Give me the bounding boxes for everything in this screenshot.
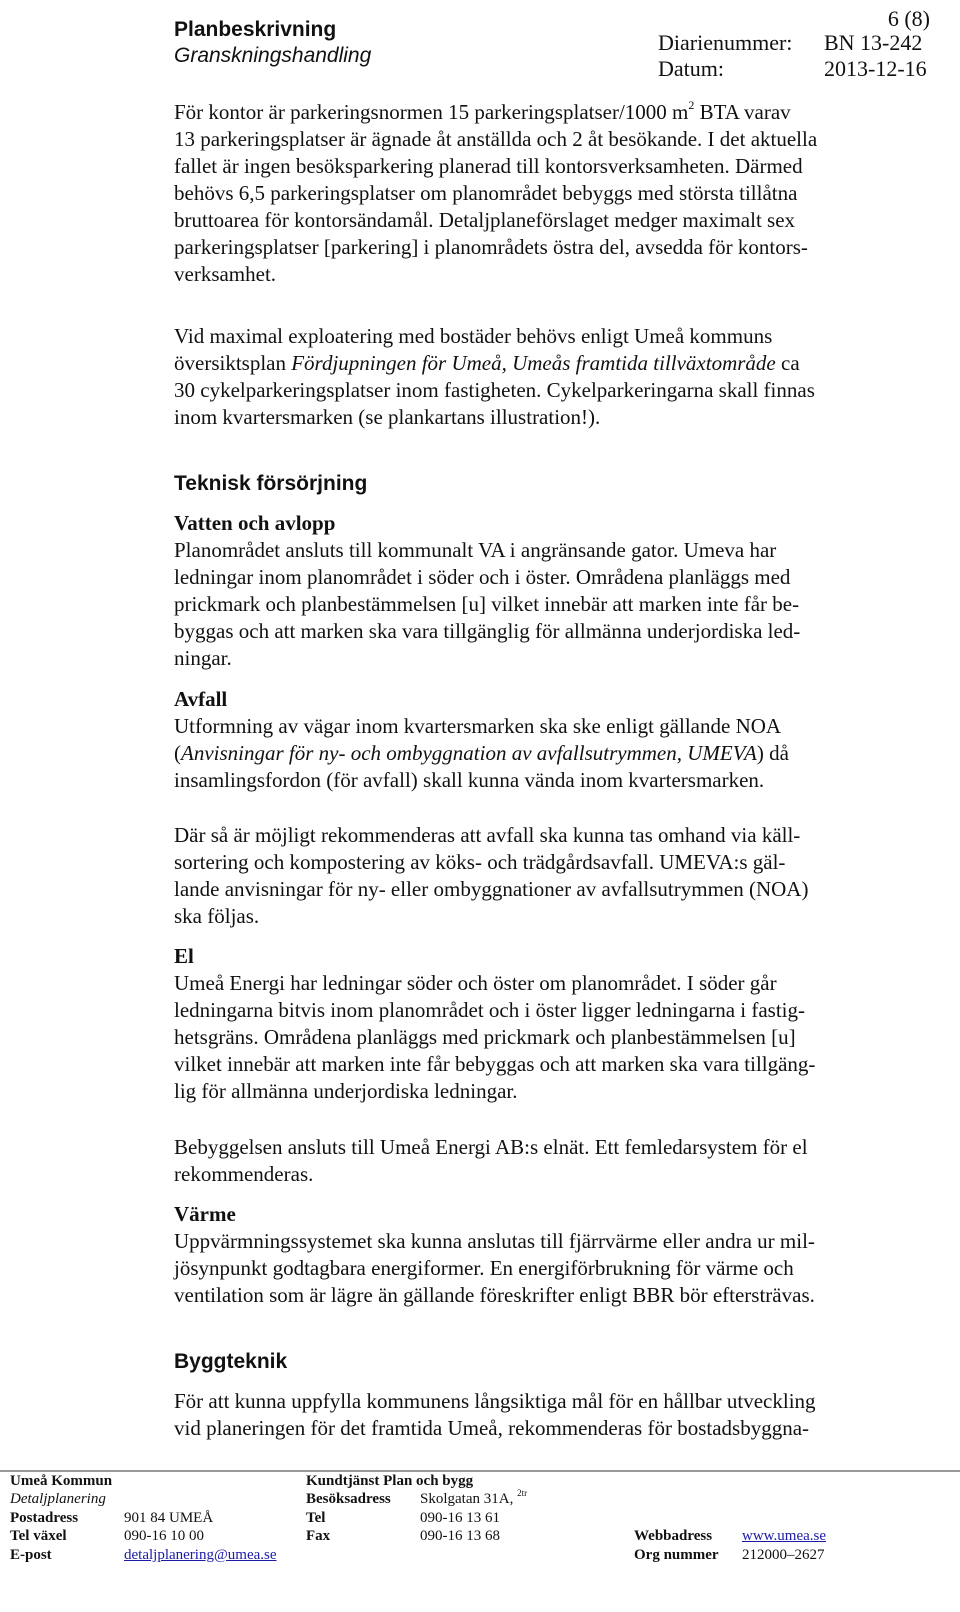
water-section [174, 510, 934, 672]
text-line: 30 cykelparkeringsplatser inom fastigheten. Cykelparkeringarna skall finnas [174, 378, 815, 402]
text-line: lig för allmänna underjordiska ledningar. [174, 1079, 518, 1103]
text-line: Utformning av vägar inom kvartersmarken ska ske enligt gällande NOA [174, 714, 782, 738]
diarie-label: Diarienummer: [658, 30, 793, 55]
text-line: fallet är ingen besöksparkering planerad till kontorsverksamheten. Därmed [174, 154, 803, 178]
text-line: ska följas. [174, 904, 260, 928]
footer-besok-value: Skolgatan 31A, $^{2tr}$ [420, 1488, 528, 1507]
footer-fax-value: 090-16 13 68 [420, 1528, 500, 1544]
text-line: Planområdet ansluts till kommunalt VA i angränsande gator. Umeva har [174, 538, 777, 562]
text-line: vilket innebär att marken inte får bebyggas och att marken ska vara tillgäng- [174, 1052, 816, 1076]
text-line: Vid maximal exploatering med bostäder behövs enligt Umeå kommuns [174, 324, 773, 348]
text-line: rekommenderas. [174, 1162, 314, 1186]
subheading-vatten: Vatten och avlopp [174, 511, 336, 535]
text-line: jösynpunkt godtagbara energiformer. En energiförbrukning för värme och [174, 1256, 794, 1280]
text-line: ventilation som är lägre än gällande föreskrifter enligt BBR bör eftersträvas. [174, 1283, 815, 1307]
footer-divider [0, 1470, 960, 1472]
footer-postadress-value: 901 84 UMEÅ [124, 1510, 214, 1526]
footer-orgnr-value: 212000–2627 [742, 1547, 825, 1563]
footer-orgnr-label: Org nummer [634, 1547, 719, 1563]
text-line: byggas och att marken ska vara tillgänglig för allmänna underjordiska led- [174, 619, 801, 643]
footer-fax-label: Fax [306, 1528, 331, 1544]
electricity-section [174, 943, 934, 1105]
waste-paragraph-2 [174, 822, 934, 930]
text-line: bruttoarea för kontorsändamål. Detaljplaneförslaget medger maximalt sex [174, 208, 796, 232]
bicycle-paragraph [174, 323, 934, 431]
document-title: Planbeskrivning [174, 18, 337, 41]
waste-section [174, 686, 934, 794]
footer-tel-value: 090-16 13 61 [420, 1510, 500, 1526]
text-line: lande anvisningar för ny- eller ombyggnationer av avfallsutrymmen (NOA) [174, 877, 809, 901]
footer-telvaxel-value: 090-16 10 00 [124, 1528, 204, 1544]
text-line: parkeringsplatser [parkering] i planområdets östra del, avsedda för kontors- [174, 235, 808, 259]
footer-tel-label: Tel [306, 1510, 326, 1526]
text-line: 13 parkeringsplatser är ägnade åt anställda och 2 åt besökande. I det aktuella [174, 127, 818, 151]
heating-section [174, 1201, 934, 1309]
subheading-varme: Värme [174, 1202, 236, 1226]
footer-web-link[interactable]: www.umea.se [742, 1528, 827, 1544]
text-line: prickmark och planbestämmelsen [u] vilket innebär att marken inte får be- [174, 592, 800, 616]
document-subtitle: Granskningshandling [174, 44, 372, 67]
subheading-avfall: Avfall [174, 687, 228, 711]
text-line: För kontor är parkeringsnormen 15 parkeringsplatser/1000 $m^2$ BTA varav [174, 98, 791, 124]
text-line: översiktsplan Fördjupningen för Umeå, Umeås framtida tillväxtområde ca [174, 351, 800, 375]
footer-org: Umeå Kommun [10, 1473, 113, 1489]
text-line: Uppvärmningssystemet ska kunna anslutas till fjärrvärme eller andra ur mil- [174, 1229, 815, 1253]
text-line: Där så är möjligt rekommenderas att avfall ska kunna tas omhand via käll- [174, 823, 801, 847]
text-line: (Anvisningar för ny- och ombyggnation av avfallsutrymmen, UMEVA) då [174, 741, 789, 765]
diarie-value: BN 13-242 [824, 30, 923, 55]
text-line: sortering och kompostering av köks- och trädgårdsavfall. UMEVA:s gäl- [174, 850, 786, 874]
parking-paragraph [174, 99, 934, 288]
text-line: behövs 6,5 parkeringsplatser om planområdet bebyggs med största tillåtna [174, 181, 798, 205]
footer-kundtjanst: Kundtjänst Plan och bygg [306, 1473, 474, 1489]
text-line: verksamhet. [174, 262, 277, 286]
footer-email-link[interactable]: detaljplanering@umea.se [124, 1547, 277, 1563]
text-line: För att kunna uppfylla kommunens långsiktiga mål för en hållbar utveckling [174, 1389, 816, 1413]
footer-besok-label: Besöksadress [306, 1491, 391, 1507]
text-line: Umeå Energi har ledningar söder och öster om planområdet. I söder går [174, 971, 777, 995]
text-line: inom kvartersmarken (se plankartans illustration!). [174, 405, 601, 429]
footer-postadress-label: Postadress [10, 1510, 79, 1526]
text-line: ledningar inom planområdet i söder och i öster. Områdena planläggs med [174, 565, 791, 589]
text-line: vid planeringen för det framtida Umeå, rekommenderas för bostadsbyggna- [174, 1416, 810, 1440]
subheading-el: El [174, 944, 194, 968]
text-line: insamlingsfordon (för avfall) skall kunna vända inom kvartersmarken. [174, 768, 765, 792]
text-line: hetsgräns. Områdena planläggs med prickmark och planbestämmelsen [u] [174, 1025, 796, 1049]
text-line: ningar. [174, 646, 232, 670]
footer-epost-label: E-post [10, 1547, 52, 1563]
section-heading-teknisk: Teknisk försörjning [174, 472, 368, 495]
footer-dept: Detaljplanering [10, 1491, 106, 1507]
text-line: ledningarna bitvis inom planområdet och i öster ligger ledningarna i fastig- [174, 998, 805, 1022]
date-label: Datum: [658, 56, 724, 81]
footer-telvaxel-label: Tel växel [10, 1528, 67, 1544]
electricity-paragraph-2 [174, 1134, 934, 1188]
date-value: 2013-12-16 [824, 56, 927, 81]
construction-paragraph [174, 1388, 934, 1442]
text-line: Bebyggelsen ansluts till Umeå Energi AB:s elnät. Ett femledarsystem för el [174, 1135, 808, 1159]
footer-web-label: Webbadress [634, 1528, 713, 1544]
page-number: 6 (8) [887, 6, 930, 31]
section-heading-byggteknik: Byggteknik [174, 1350, 288, 1373]
